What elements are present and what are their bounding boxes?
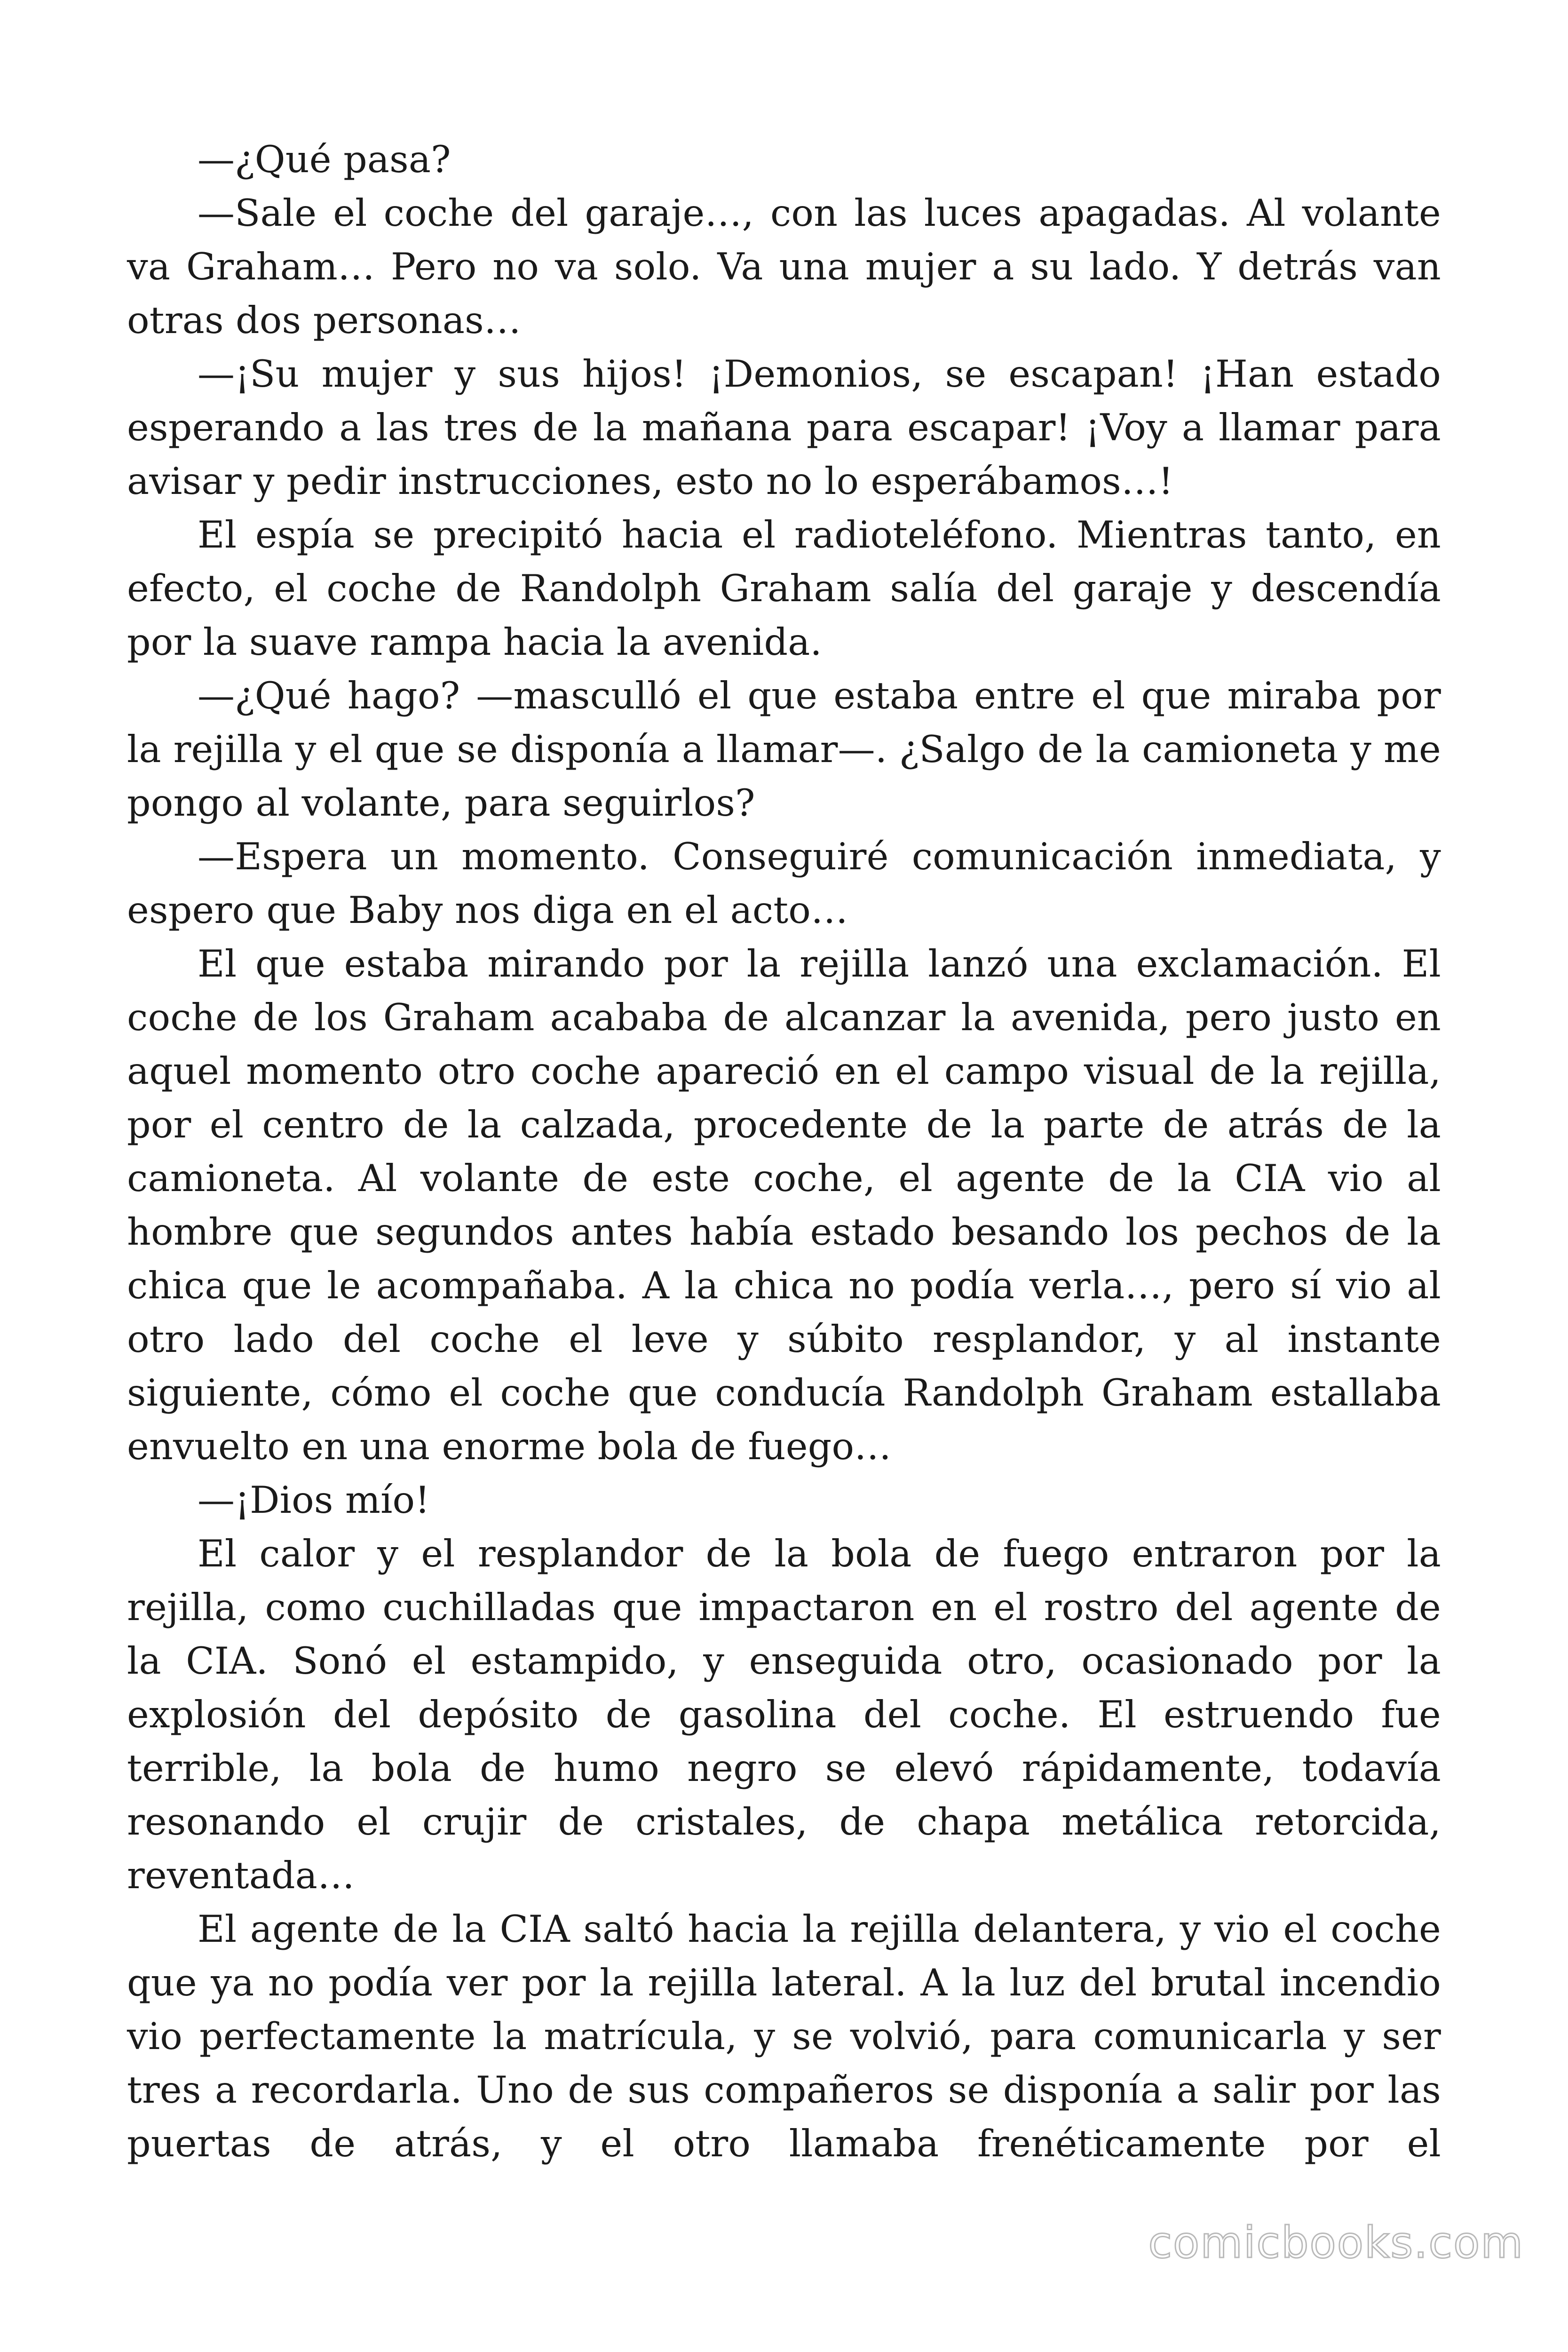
- paragraph: —¿Qué pasa?: [198, 138, 451, 181]
- watermark: comicbooks.com: [1148, 2217, 1524, 2268]
- paragraph: El espía se precipitó hacia el radioteléfono. Mientras tanto, en efecto, el coche de Randolph Graham salía del garaje y descendía por la suave rampa hacia la avenida.: [127, 513, 1441, 664]
- paragraph: —Sale el coche del garaje…, con las luces apagadas. Al volante va Graham… Pero no va solo. Va una mujer a su lado. Y detrás van otras dos personas…: [127, 191, 1441, 342]
- paragraph: El que estaba mirando por la rejilla lanzó una exclamación. El coche de los Graham acababa de alcanzar la avenida, pero justo en aquel momento otro coche apareció en el campo visual de la rejilla, por el centro de la calzada, procedente de la parte de atrás de la camioneta. Al volante de este coche, el agente de la CIA vio al hombre que segundos antes había estado besando los pechos de la chica que le acompañaba. A la chica no podía verla…, pero sí vio al otro lado del coche el leve y súbito resplandor, y al instante siguiente, cómo el coche que conducía Randolph Graham estallaba envuelto en una enorme bola de fuego…: [127, 942, 1441, 1468]
- paragraph: —¡Dios mío!: [198, 1478, 430, 1522]
- paragraph: —Espera un momento. Conseguiré comunicación inmediata, y espero que Baby nos diga en el acto…: [127, 835, 1441, 932]
- page-body: [127, 133, 1441, 2170]
- paragraph: El agente de la CIA saltó hacia la rejilla delantera, y vio el coche que ya no podía ver por la rejilla lateral. A la luz del brutal incendio vio perfectamente la matrícula, y se volvió, para comunicarla y ser tres a recordarla. Uno de sus compañeros se disponía a salir por las puertas de atrás, y el otro llamaba frenéticamente por el: [127, 1907, 1441, 2165]
- paragraph: —¿Qué hago? —masculló el que estaba entre el que miraba por la rejilla y el que se disponía a llamar—. ¿Salgo de la camioneta y me pongo al volante, para seguirlos?: [127, 674, 1441, 825]
- paragraph: —¡Su mujer y sus hijos! ¡Demonios, se escapan! ¡Han estado esperando a las tres de la mañana para escapar! ¡Voy a llamar para avisar y pedir instrucciones, esto no lo esperábamos…!: [127, 352, 1441, 503]
- paragraph: El calor y el resplandor de la bola de fuego entraron por la rejilla, como cuchilladas que impactaron en el rostro del agente de la CIA. Sonó el estampido, y enseguida otro, ocasionado por la explosión del depósito de gasolina del coche. El estruendo fue terrible, la bola de humo negro se elevó rápidamente, todavía resonando el crujir de cristales, de chapa metálica retorcida, reventada…: [127, 1532, 1441, 1897]
